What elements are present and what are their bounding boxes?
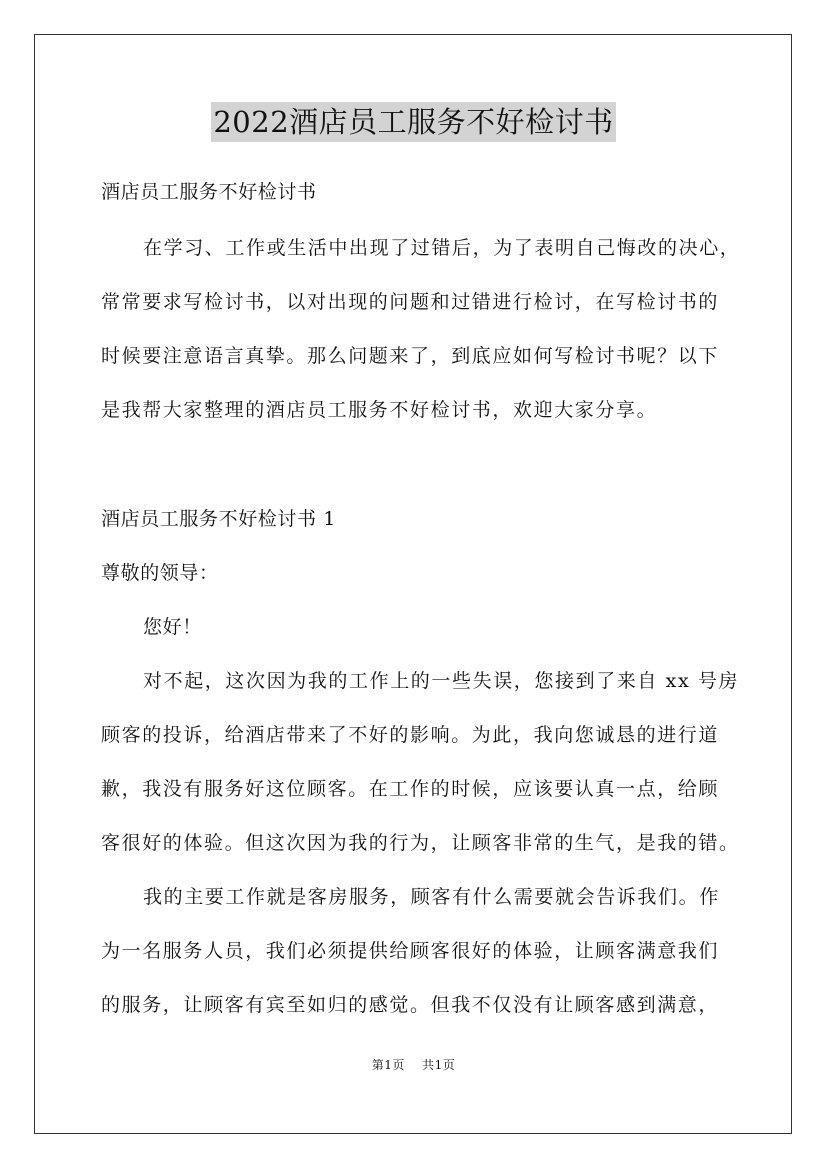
paragraph1-line-2: 顾客的投诉，给酒店带来了不好的影响。为此，我向您诚恳的进行道 xyxy=(101,724,720,746)
paragraph2-line-3: 的服务，让顾客有宾至如归的感觉。但我不仅没有让顾客感到满意， xyxy=(101,994,720,1016)
paragraph1-line-1: 对不起，这次因为我的工作上的一些失误，您接到了来自 xx 号房 xyxy=(143,670,740,692)
page-number: 第1页 xyxy=(371,1058,405,1072)
paragraph1-line-4: 客很好的体验。但这次因为我的行为，让顾客非常的生气，是我的错。 xyxy=(101,832,740,854)
document-subtitle: 酒店员工服务不好检讨书 xyxy=(101,181,317,203)
intro-line-2: 常常要求写检讨书，以对出现的问题和过错进行检讨，在写检讨书的 xyxy=(101,291,720,313)
paragraph1-line-3: 歉，我没有服务好这位顾客。在工作的时候，应该要认真一点，给顾 xyxy=(101,778,720,800)
greeting: 您好！ xyxy=(143,616,202,638)
section-heading: 酒店员工服务不好检讨书 1 xyxy=(101,508,336,530)
salutation: 尊敬的领导： xyxy=(101,562,219,584)
title-container xyxy=(0,102,827,142)
intro-line-3: 时候要注意语言真挚。那么问题来了，到底应如何写检讨书呢？以下 xyxy=(101,345,720,367)
page-footer xyxy=(0,1056,827,1073)
intro-line-4: 是我帮大家整理的酒店员工服务不好检讨书，欢迎大家分享。 xyxy=(101,399,658,421)
intro-line-1: 在学习、工作或生活中出现了过错后，为了表明自己悔改的决心， xyxy=(143,237,741,259)
page-total: 共1页 xyxy=(422,1058,456,1072)
document-title: 2022酒店员工服务不好检讨书 xyxy=(211,102,615,142)
paragraph2-line-2: 为一名服务人员，我们必须提供给顾客很好的体验，让顾客满意我们 xyxy=(101,940,720,962)
paragraph2-line-1: 我的主要工作就是客房服务，顾客有什么需要就会告诉我们。作 xyxy=(143,886,720,908)
